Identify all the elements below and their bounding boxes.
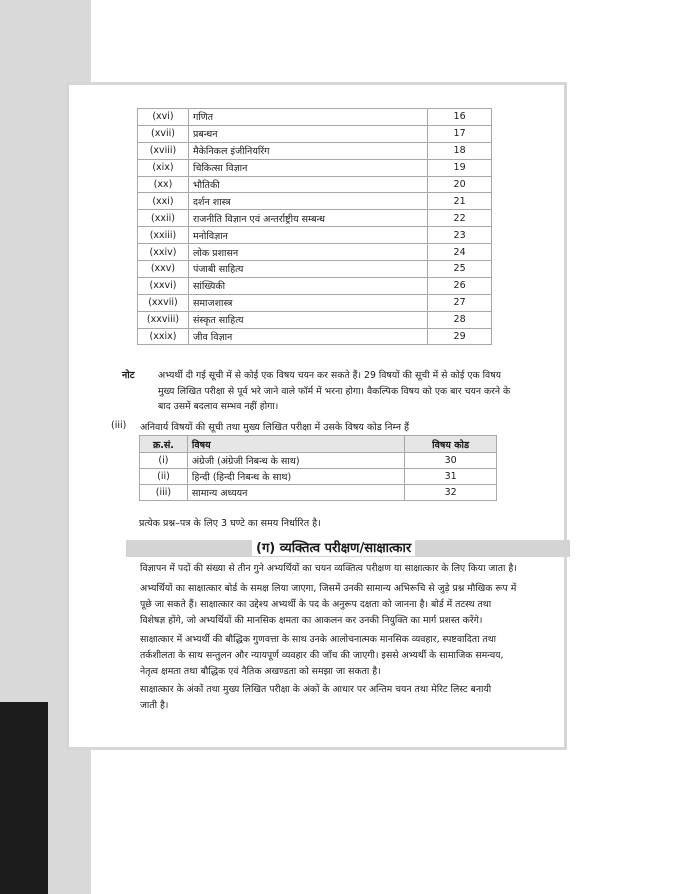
serial-cell: (ii) [140, 469, 188, 485]
paragraph-line: तर्कशीलता के साथ सन्तुलन और न्यायपूर्ण व्यवहार की जाँच की जाएगी। इससे अभ्यर्थी के सामाजिक समन्वय, [140, 649, 504, 661]
code-cell: 21 [428, 193, 492, 210]
subject-cell: सांख्यिकी [188, 277, 427, 294]
code-cell: 18 [428, 142, 492, 159]
table-row [138, 261, 492, 278]
table-row [140, 485, 497, 501]
serial-cell: (xxii) [138, 210, 189, 227]
time-note: प्रत्येक प्रश्न–पत्र के लिए 3 घण्टे का समय निर्धारित है। [139, 518, 321, 529]
serial-cell: (iii) [140, 485, 188, 501]
code-cell: 24 [428, 244, 492, 261]
paragraph-line: विशेषज्ञ होंगे, जो अभ्यर्थियों की मानसिक क्षमता का आकलन कर उनकी नियुक्ति का मार्ग प्रशस्त करेंगे। [140, 614, 483, 626]
table-row [138, 328, 492, 345]
serial-cell: (xxix) [138, 328, 189, 345]
serial-cell: (xviii) [138, 142, 189, 159]
paragraph-3 [140, 632, 564, 679]
paragraph-4 [140, 682, 564, 714]
document-page [66, 82, 567, 750]
serial-cell: (xvi) [138, 109, 189, 126]
table-row [138, 311, 492, 328]
table-row [138, 125, 492, 142]
section-heading: (ग) व्यक्तित्व परीक्षण/साक्षात्कार [252, 538, 415, 556]
code-cell: 26 [428, 277, 492, 294]
subject-cell: लोक प्रशासन [188, 244, 427, 261]
code-cell: 23 [428, 227, 492, 244]
paragraph-line: पूछे जा सकते हैं। साक्षात्कार का उद्देश्य अभ्यर्थी के पद के अनुरूप दक्षता को जानना है। बोर्ड में तटस्थ तथा [140, 598, 492, 610]
code-cell: 28 [428, 311, 492, 328]
serial-cell: (xxvii) [138, 294, 189, 311]
subject-cell: संस्कृत साहित्य [188, 311, 427, 328]
note-line: बाद उसमें बदलाव सम्भव नहीं होगा। [158, 401, 279, 412]
list-marker: (iii) [111, 420, 127, 431]
subject-cell: अंग्रेजी (अंग्रेजी निबन्ध के साथ) [187, 453, 404, 469]
note-label: नोट [122, 370, 135, 381]
code-cell: 30 [405, 453, 497, 469]
table-row [138, 176, 492, 193]
subject-cell: हिन्दी (हिन्दी निबन्ध के साथ) [187, 469, 404, 485]
serial-cell: (xix) [138, 159, 189, 176]
note-line: मुख्य लिखित परीक्षा से पूर्व भरे जाने वाले फॉर्म में भरना होगा। वैकल्पिक विषय को एक बार चयन करने के [158, 385, 511, 397]
code-cell: 17 [428, 125, 492, 142]
subject-cell: राजनीति विज्ञान एवं अन्तर्राष्ट्रीय सम्बन्ध [188, 210, 427, 227]
serial-cell: (xxiv) [138, 244, 189, 261]
paragraph-line: नेतृत्व क्षमता तथा बौद्धिक एवं नैतिक अखण्डता को समझा जा सकता है। [140, 665, 381, 677]
serial-cell: (xxi) [138, 193, 189, 210]
table-row [138, 294, 492, 311]
subject-cell: दर्शन शास्त्र [188, 193, 427, 210]
code-cell: 16 [428, 109, 492, 126]
table-header-row [140, 436, 497, 453]
serial-cell: (xx) [138, 176, 189, 193]
header-code: विषय कोड [405, 436, 497, 453]
code-cell: 19 [428, 159, 492, 176]
code-cell: 20 [428, 176, 492, 193]
note-text [158, 368, 553, 415]
paragraph-line: अभ्यर्थियों का साक्षात्कार बोर्ड के समक्ष लिया जाएगा, जिसमें उनकी सामान्य अभिरूचि से जुड़े प्रश्न मौखिक रूप में [140, 583, 517, 594]
paragraph-line: साक्षात्कार के अंकों तथा मुख्य लिखित परीक्षा के अंकों के आधार पर अन्तिम चयन तथा मेरिट लिस्ट बनायी [140, 684, 492, 695]
paragraph-2 [140, 581, 564, 628]
serial-cell: (xxiii) [138, 227, 189, 244]
paragraph-line: विज्ञापन में पदों की संख्या से तीन गुने अभ्यर्थियों का चयन व्यक्तित्व परीक्षण या साक्षात्कार के लिए किया जाता है। [140, 563, 517, 574]
header-serial: क्र.सं. [140, 436, 188, 453]
code-cell: 29 [428, 328, 492, 345]
table-row [138, 227, 492, 244]
table-row [140, 453, 497, 469]
subject-cell: मनोविज्ञान [188, 227, 427, 244]
note-line: अभ्यर्थी दी गई सूची में से कोई एक विषय चयन कर सकते हैं। 29 विषयों की सूची में से कोई एक विषय [158, 370, 501, 381]
compulsory-intro: अनिवार्य विषयों की सूची तथा मुख्य लिखित परीक्षा में उसके विषय कोड निम्न हैं [140, 422, 410, 433]
subject-cell: मैकेनिकल इंजीनियरिंग [188, 142, 427, 159]
serial-cell: (xxv) [138, 261, 189, 278]
table-row [138, 210, 492, 227]
code-cell: 27 [428, 294, 492, 311]
subject-cell: समाजशास्त्र [188, 294, 427, 311]
compulsory-subjects-table [139, 435, 497, 501]
paragraph-1 [140, 561, 564, 577]
optional-subjects-table [137, 108, 492, 345]
table-row [138, 159, 492, 176]
table-row [138, 109, 492, 126]
serial-cell: (xxvi) [138, 277, 189, 294]
paragraph-line: जाती है। [140, 699, 169, 711]
table-row [138, 193, 492, 210]
code-cell: 25 [428, 261, 492, 278]
code-cell: 32 [405, 485, 497, 501]
subject-cell: भौतिकी [188, 176, 427, 193]
subject-cell: चिकित्सा विज्ञान [188, 159, 427, 176]
table-row [138, 277, 492, 294]
subject-cell: गणित [188, 109, 427, 126]
table-row [138, 142, 492, 159]
subject-cell: प्रबन्धन [188, 125, 427, 142]
left-dark-block [0, 702, 48, 894]
subject-cell: सामान्य अध्ययन [187, 485, 404, 501]
code-cell: 31 [405, 469, 497, 485]
subject-cell: पंजाबी साहित्य [188, 261, 427, 278]
table-row [140, 469, 497, 485]
subject-cell: जीव विज्ञान [188, 328, 427, 345]
code-cell: 22 [428, 210, 492, 227]
paragraph-line: साक्षात्कार में अभ्यर्थी की बौद्धिक गुणवत्ता के साथ उनके आलोचनात्मक मानसिक व्यवहार, स्पष्टवादिता तथा [140, 634, 497, 645]
serial-cell: (xxviii) [138, 311, 189, 328]
table-row [138, 244, 492, 261]
serial-cell: (xvii) [138, 125, 189, 142]
header-subject: विषय [187, 436, 404, 453]
serial-cell: (i) [140, 453, 188, 469]
